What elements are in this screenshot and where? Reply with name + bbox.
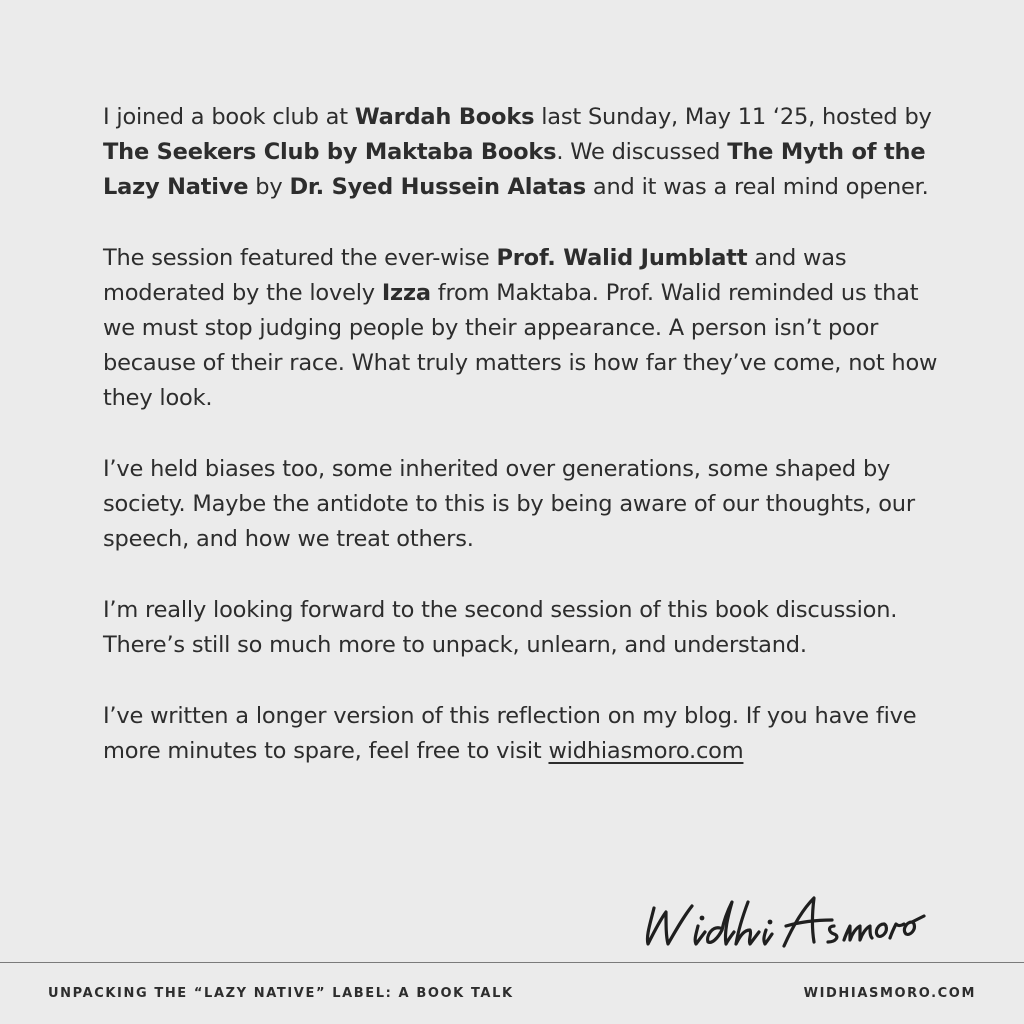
blog-link[interactable]: widhiasmoro.com [548, 738, 744, 764]
body-text: The session featured the ever-wise [103, 245, 497, 271]
body-text: last Sunday, May 11 ‘25, hosted by [534, 104, 932, 130]
body-text: by [248, 174, 290, 200]
paragraph-1 [103, 100, 943, 205]
post-body [103, 100, 943, 805]
bold-text: The Myth of the Lazy Native [103, 139, 926, 200]
paragraph-2 [103, 241, 943, 416]
bold-text: The Seekers Club by Maktaba Books [103, 139, 557, 165]
body-text: and was moderated by the lovely [103, 245, 847, 306]
body-text: I joined a book club at [103, 104, 355, 130]
body-text: I’ve held biases too, some inherited over generations, some shaped by society. Maybe the antidote to this is by being aware of our thoughts, our speech, and how we treat others. [103, 456, 915, 552]
paragraph-4 [103, 593, 943, 663]
body-text: and it was a real mind opener. [585, 174, 929, 200]
bold-text: Izza [381, 280, 431, 306]
post-title: UNPACKING THE “LAZY NATIVE” LABEL: A BOOK TALK [48, 986, 514, 1001]
body-text: I’m really looking forward to the second session of this book discussion. There’s still so much more to unpack, unlearn, and understand. [103, 597, 898, 658]
paragraph-3 [103, 452, 943, 557]
paragraph-5 [103, 699, 943, 769]
bold-text: Prof. Walid Jumblatt [496, 245, 748, 271]
footer-divider [0, 962, 1024, 963]
bold-text: Dr. Syed Hussein Alatas [289, 174, 586, 200]
body-text: . We discussed [556, 139, 728, 165]
bold-text: Wardah Books [354, 104, 535, 130]
body-text: I’ve written a longer version of this reflection on my blog. If you have five more minutes to spare, feel free to visit [103, 703, 917, 764]
site-name: WIDHIASMORO.COM [803, 986, 976, 1001]
body-text: from Maktaba. Prof. Walid reminded us that we must stop judging people by their appearance. A person isn’t poor because of their race. What truly matters is how far they’ve come, not how they look. [103, 280, 938, 411]
handwritten-signature [636, 880, 926, 960]
